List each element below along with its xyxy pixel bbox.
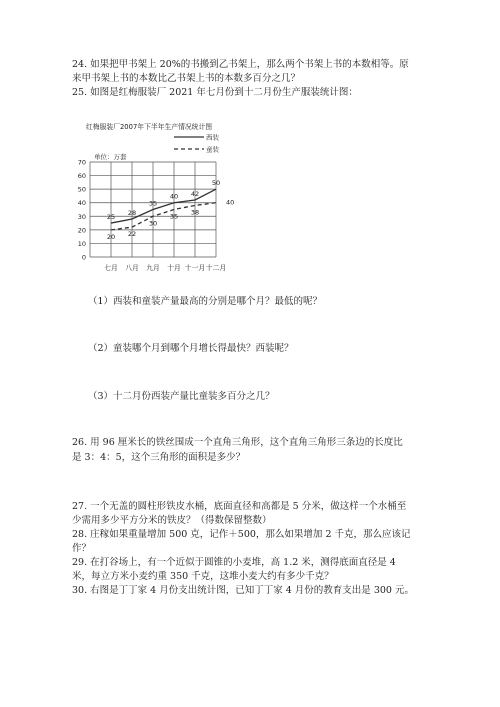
q24-line1: 24. 如果把甲书架上 20%的书搬到乙书架上，那么两个书架上书的本数相等。原 [72,59,409,70]
q29-line1: 29. 在打谷场上，有一个近似于圆锥的小麦堆，高 1.2 米，测得底面直径是 4 [72,557,396,568]
q25-intro: 25. 如图是红梅服装厂 2021 年七月份到十二月份生产服装统计图： [72,87,358,98]
suit-data-label: 28 [127,209,137,217]
y-tick-label: 40 [77,199,86,208]
y-tick-label: 70 [77,158,86,167]
suit-data-label: 42 [190,190,200,198]
q28-line2: 作？ [72,543,92,554]
suit-series-line [111,189,216,223]
x-tick-label: 十月 [167,264,181,272]
x-tick-label: 十二月 [205,264,227,272]
q29-line2: 米，每立方米小麦约重 350 千克，这堆小麦大约有多少千克？ [72,571,334,582]
x-tick-label: 十一月 [184,264,206,272]
chart-title: 红梅服装厂2007年下半年生产情况统计图 [86,123,213,131]
q26-line2: 是 3：4：5，这个三角形的面积是多少？ [72,452,246,463]
suit-data-label: 35 [148,199,158,208]
q26-line1: 26. 用 96 厘米长的铁丝围成一个直角三角形，这个直角三角形三条边的长度比 [72,437,403,448]
kidswear-data-label: 30 [148,219,158,228]
y-tick-label: 50 [77,185,86,194]
q30-line1: 30. 右图是丁丁家 4 月份支出统计图，已知丁丁家 4 月份的教育支出是 300 元。 [72,585,414,596]
x-tick-label: 八月 [125,264,139,272]
y-tick-label: 10 [77,239,86,248]
y-tick-label: 60 [77,172,86,181]
suit-data-label: 40 [169,192,179,201]
kidswear-data-label: 22 [127,230,137,239]
legend-suit-label: 西装 [206,133,219,142]
y-tick-label: 20 [77,226,86,235]
y-tick-label: 0 [81,253,86,262]
kidswear-data-label: 38 [190,208,200,217]
q27-line1: 27. 一个无盖的圆柱形铁皮水桶，底面直径和高都是 5 分米，做这样一个水桶至 [72,501,407,512]
kidswear-data-label: 20 [106,232,116,241]
q25-sub3: （3）十二月份西装产量比童装多百分之几？ [88,391,275,402]
x-tick-label: 七月 [104,264,118,272]
legend-kidswear-label: 童装 [206,145,219,154]
suit-data-label: 25 [106,213,116,222]
y-tick-label: 30 [77,212,86,221]
q24-line2: 来甲书架上书的本数比乙书架上书的本数多百分之几？ [72,73,301,84]
x-tick-label: 九月 [146,264,160,272]
kidswear-data-label: 35 [169,212,179,221]
kidswear-data-label: 40 [226,198,235,207]
q28-line1: 28. 庄稼如果重量增加 500 克，记作＋500，那么如果增加 2 千克，那么应该记 [72,529,411,540]
suit-data-label: 50 [211,179,221,188]
chart-unit-label: 单位：万套 [94,153,127,161]
garment-production-chart [70,112,250,277]
q27-line2: 少需用多少平方分米的铁皮？（得数保留整数） [72,515,272,526]
q25-sub2: （2）童装哪个月到哪个月增长得最快？西装呢？ [88,343,294,354]
q25-sub1: （1）西装和童装产量最高的分别是哪个月？最低的呢？ [88,296,323,307]
